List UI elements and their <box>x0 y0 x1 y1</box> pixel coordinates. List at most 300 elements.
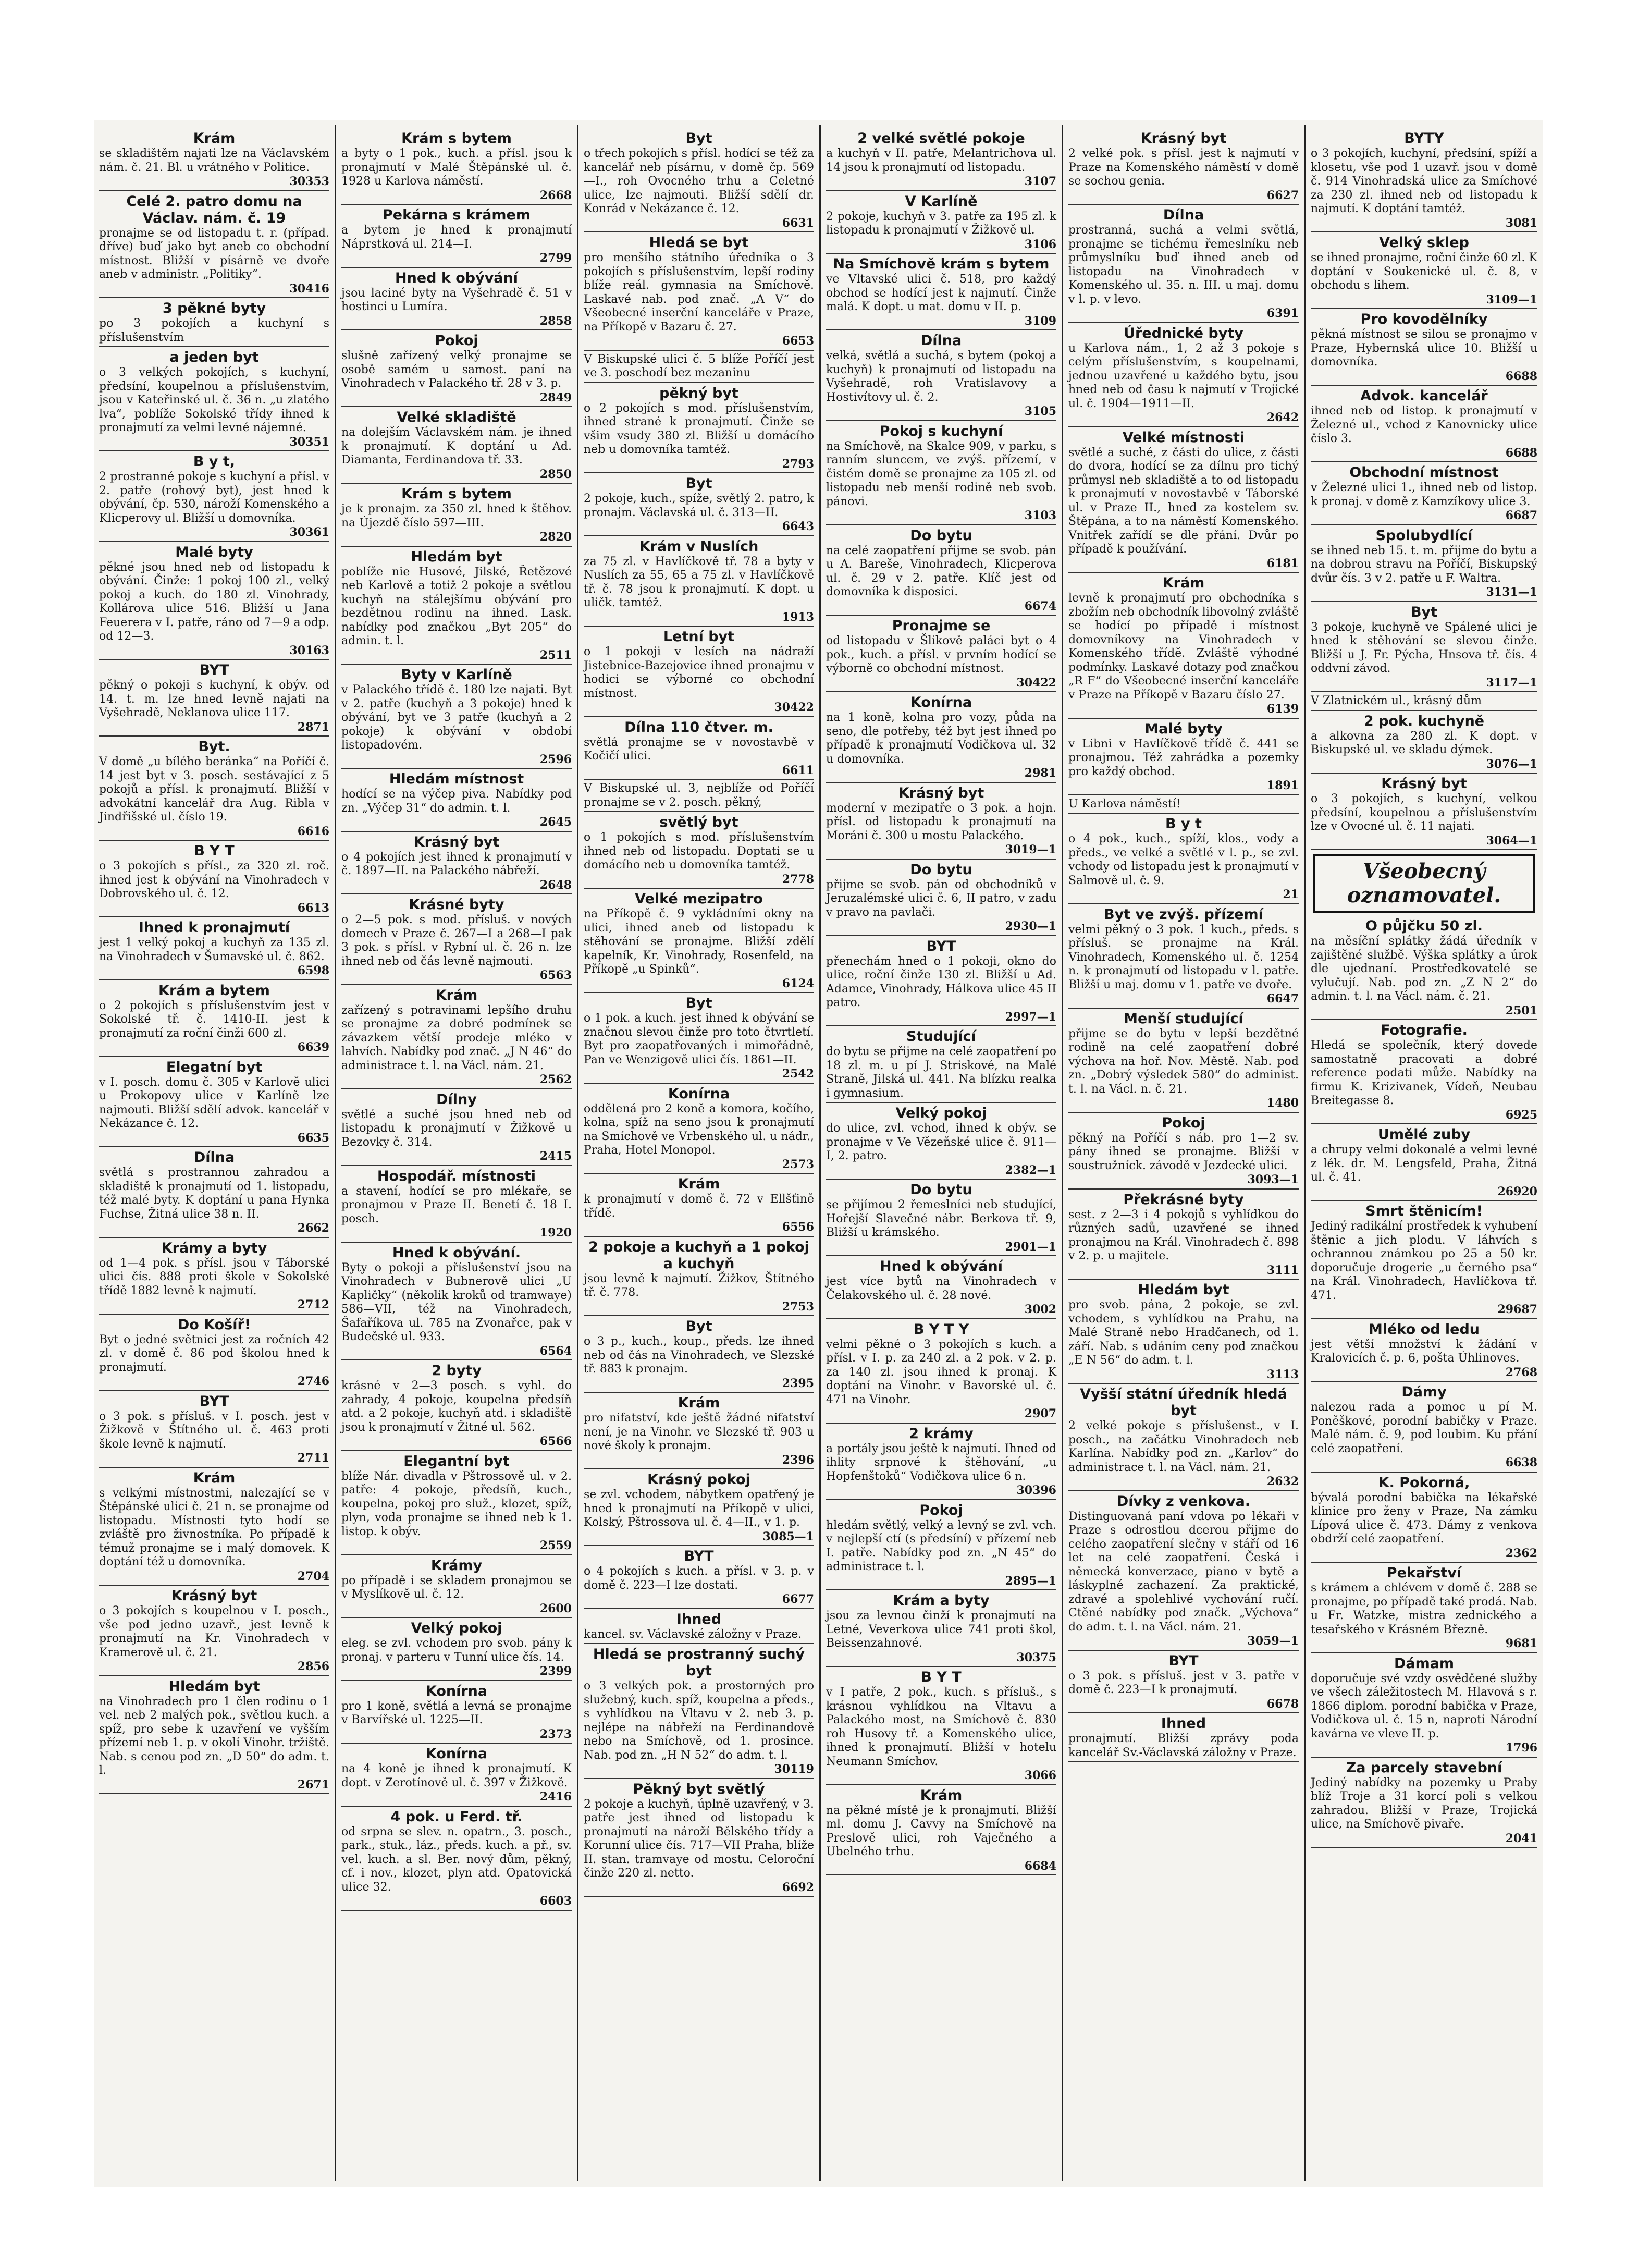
ad-text: se skladištěm najati lze na Václavském nám. č. 21. Bl. u vrátného v Politice. <box>99 147 329 174</box>
classified-ad <box>826 862 1056 936</box>
ad-heading: Smrt štěnicím! <box>1365 1203 1483 1219</box>
ad-number: 2395 <box>782 1376 814 1390</box>
ad-heading: a jeden byt <box>169 349 259 365</box>
classified-ad <box>99 1470 329 1586</box>
ad-text: a byty o 1 pok., kuch. a přísl. jsou k pronajmutí v Malé Štěpánské ul. č. 1928 u Karlova náměstí. <box>341 147 572 188</box>
ad-number: 3093—1 <box>1247 1173 1299 1186</box>
ad-text: V Zlatnickém ul., krásný dům <box>1311 694 1482 707</box>
classified-ad <box>1068 1493 1299 1651</box>
classified-ad <box>99 544 329 660</box>
ad-heading: Velké místnosti <box>1122 429 1245 446</box>
classified-ad <box>1311 1475 1537 1563</box>
classified-ad <box>584 1086 814 1174</box>
ad-text: o 3 pok. s přísluš. v I. posch. jest v Žižkově v Štítného ul. č. 463 proti škole levně k najmutí. <box>99 1409 329 1451</box>
ad-text: na měsíční splátky žádá úředník v zajištěné službě. Výška splátky a úrok dle ujednaní. Prostředkovatelé se vylučují. Nab. pod zn. „Z N 2“ do admin. t. l. na Václ. nám. č. 21. <box>1311 935 1537 1003</box>
ad-heading: Krám <box>678 1176 720 1192</box>
ad-text: o 3 pokojích, s kuchyní, velkou předsíní, koupelnou a příslušenstvím lze v Ovocné ul. č. 11 najati. <box>1311 792 1537 833</box>
ad-number: 30375 <box>1016 1650 1056 1664</box>
ad-heading: Dílna <box>920 333 962 349</box>
ad-heading: Pronajme se <box>892 618 991 634</box>
ad-heading: 2 krámy <box>909 1425 974 1442</box>
classified-ad <box>99 1393 329 1468</box>
classified-ad <box>341 897 572 985</box>
ad-heading: 2 byty <box>432 1363 482 1379</box>
ad-number: 2668 <box>539 188 572 202</box>
classified-ad <box>1311 311 1537 386</box>
ad-heading: Krám <box>1162 575 1205 591</box>
ad-heading: Velké skladiště <box>397 409 516 425</box>
ad-text: přijme se svob. pán od obchodníků v Jeruzalémské ulici č. 6, II patro, v zadu v pravo na pavlači. <box>826 878 1056 919</box>
ad-text: v Libni v Havlíčkově třídě č. 441 se pronajmou. Též zahrádka a pozemky pro každý obchod. <box>1068 737 1299 778</box>
ad-number: 30422 <box>774 701 814 714</box>
ad-heading: Do bytu <box>910 1182 972 1198</box>
classified-ad <box>1311 694 1537 711</box>
ad-text: se zvl. vchodem, nábytkem opatřený je hned k pronajmutí na Příkopě v ulici, Kolský, Pštrossova ul. č. 4—II., v 1. p. <box>584 1488 814 1529</box>
ad-heading: Krásný byt <box>171 1588 257 1604</box>
column-2 <box>336 130 577 2181</box>
ad-number: 6638 <box>1505 1456 1537 1469</box>
ad-number: 6139 <box>1266 702 1299 716</box>
ad-text: o 3 p., kuch., koup., předs. lze ihned neb od čás na Vinohradech, ve Slezské tř. 883 k pronajm. <box>584 1335 814 1376</box>
ad-heading: 2 pok. kuchyně <box>1363 713 1485 729</box>
ad-heading: Dílna 110 čtver. m. <box>624 719 773 735</box>
ad-number: 2542 <box>782 1067 814 1081</box>
classified-ad <box>1311 130 1537 232</box>
ad-heading: Byt <box>685 130 712 146</box>
ad-number: 3117—1 <box>1486 676 1537 690</box>
ad-text: jest více bytů na Vinohradech v Čelakovského ul. č. 28 nové. <box>826 1275 1056 1302</box>
ad-number: 6563 <box>539 969 572 982</box>
ad-heading: Hospodář. místnosti <box>377 1168 536 1184</box>
classified-ad <box>584 1318 814 1393</box>
ad-text: na Příkopě č. 9 vykládními okny na ulici, ihned aneb od listopadu k stěhování se pronajme. Bližší zdělí kapelník, Kr. Vinohrady, Rosenfeld, na Příkopě „u Spinků“. <box>584 908 814 976</box>
ad-heading: Krám <box>920 1787 963 1804</box>
classified-ad <box>1311 1384 1537 1473</box>
ad-number: 3113 <box>1266 1367 1299 1381</box>
ad-text: světlá pronajme se v novostavbě v Kočičí ulici. <box>584 735 814 763</box>
ad-text: velmi pěkné o 3 pokojích s kuch. a přísl. v I. p. za 240 zl. a 2 pok. v 2. p. za 140 zl. jsou ihned k pronaj. K doptání na Vinohr. v Bavorské ul. č. 471 na Vinohr. <box>826 1338 1056 1406</box>
classified-ad <box>99 662 329 737</box>
ad-heading: Za parcely stavební <box>1346 1759 1502 1776</box>
classified-ad <box>341 1453 572 1555</box>
ad-number: 29687 <box>1497 1303 1537 1316</box>
ad-text: světlé a suché, z části do ulice, z části do dvora, hodící se za dílnu pro tichý průmysl neb skladiště a to od listopadu k pronajmutí v novostavbě v Táborské ul. v Praze II., hned za kostelem sv. Štěpána, a to na náměstí Komenského. Vnitřek zařídí se dle přání. Dvůr po případě k používání. <box>1068 446 1299 556</box>
ad-heading: Krám v Nuslích <box>639 538 759 555</box>
ad-number: 2704 <box>297 1569 329 1583</box>
ad-heading: Do Košíř! <box>177 1316 251 1333</box>
ad-heading: Vyšší státní úředník hledá byt <box>1080 1386 1287 1419</box>
ad-number: 2799 <box>539 251 572 265</box>
ad-heading: Krásný byt <box>1140 130 1227 146</box>
ad-number: 30396 <box>1016 1484 1056 1497</box>
classified-ad <box>99 843 329 917</box>
ad-heading: Krám a byty <box>893 1592 990 1609</box>
classified-ad <box>1311 235 1537 309</box>
ad-number: 6688 <box>1505 446 1537 460</box>
ad-heading: K. Pokorná, <box>1378 1474 1470 1491</box>
ad-number: 2041 <box>1505 1831 1537 1845</box>
ad-text: a bytem je hned k pronajmutí Náprstková ul. 214—I. <box>341 224 572 251</box>
ad-heading: Krám <box>678 1395 720 1411</box>
ad-heading: BYT <box>199 662 229 678</box>
ad-heading: Krámy a byty <box>161 1240 267 1256</box>
ad-heading: Velké mezipatro <box>635 891 763 907</box>
ad-heading: Do bytu <box>910 861 972 878</box>
ad-text: o 4 pok., kuch., spíží, klos., vody a předs., ve velké a světlé v l. p., se zvl. vchody od listopadu jest k pronajmutí v Salmově ul. č. 9. <box>1068 832 1299 887</box>
ad-heading: Menší studující <box>1124 1010 1243 1027</box>
ad-number: 30353 <box>289 175 329 188</box>
ad-number: 6643 <box>782 520 814 533</box>
classified-ad <box>1068 906 1299 1009</box>
classified-ad <box>1068 1386 1299 1491</box>
ad-text: 2 pokoje, kuchyň v 3. patře za 195 zl. k listopadu k pronajmutí v Žižkově ul. <box>826 210 1056 237</box>
ad-text: jsou laciné byty na Vyšehradě č. 51 v hostinci u Lumíra. <box>341 286 572 313</box>
ad-heading: Krásný byt <box>413 833 500 850</box>
ad-text: u Karlova nám., 1, 2 až 3 pokoje s celým příslušenstvím, s koupelnami, jednou uzavřené u každého bytu, jsou hned neb od času k najmutí v Trojické ul. č. 1904—1911—II. <box>1068 341 1299 410</box>
ad-text: Jediný nabídky na pozemky u Praby blíž Troje a 31 korcí poli s velkou zahradou. Bližší v Praze, Trojická ulice, na Smíchově pivaře. <box>1311 1776 1537 1831</box>
ad-number: 3002 <box>1024 1303 1056 1316</box>
column-1 <box>94 130 335 2181</box>
ad-heading: Hledám byt <box>168 1678 260 1695</box>
ad-heading: Pokoj <box>1162 1114 1205 1131</box>
ad-number: 2712 <box>297 1298 329 1311</box>
classified-ad <box>341 1683 572 1744</box>
ad-text: slušně zařízený velký pronajme se osobě samém u samost. paní na Vinohradech v Palackého tř. 28 v 3. p. <box>341 349 572 390</box>
ad-heading: Konírna <box>910 694 972 710</box>
ad-heading: Krám a bytem <box>158 982 270 999</box>
ad-text: jest 1 velký pokoj a kuchyň za 135 zl. na Vinohradech v Šumavské ul. č. 862. <box>99 936 329 963</box>
classified-ad <box>826 130 1056 191</box>
classified-ad <box>1311 1656 1537 1758</box>
classified-ad <box>826 333 1056 421</box>
classified-ad <box>584 235 814 351</box>
ad-number: 2753 <box>782 1299 814 1314</box>
ad-text: Jediný radikální prostředek k vyhubení štěnic a jich plodu. V láhvích s ochrannou známkou po 25 a 50 kr. doporučuje drogerie „u černého psa“ na Král. Vinohradech, Havlíčkova tř. 471. <box>1311 1220 1537 1302</box>
ad-text: 2 pokoje, kuch., spíže, světlý 2. patro, k pronajm. Václavská ul. č. 313—II. <box>584 492 814 519</box>
classified-ad <box>584 130 814 232</box>
classified-ad <box>826 1321 1056 1424</box>
classified-ad <box>826 1787 1056 1876</box>
column-5 <box>1063 130 1304 2181</box>
ad-heading: Hned k obývání <box>395 269 518 286</box>
section-heading-box: Všeobecný oznamovatel. <box>1313 854 1535 913</box>
ad-number: 1480 <box>1266 1096 1299 1110</box>
classified-ad <box>99 1059 329 1148</box>
classified-ad <box>1311 918 1537 1020</box>
classified-ad <box>1311 1760 1537 1848</box>
ad-number: 6556 <box>782 1220 814 1234</box>
ad-text: se ihned neb 15. t. m. přijme do bytu a na dobrou stravu na Poříčí, Biskupský dvůr čís. 3 v 2. patře u F. Waltra. <box>1311 544 1537 585</box>
ad-number: 6598 <box>297 964 329 977</box>
classified-ad <box>1068 430 1299 573</box>
ad-heading: Hledá se prostranný suchý byt <box>593 1646 805 1679</box>
ad-number: 6124 <box>782 976 814 990</box>
ad-text: o 3 velkých pokojích, s kuchyní, předsíní, koupelnou a příslušenstvím, jsou v Kateřinské ul. č. 36 n. „u zlatého lva“, poblíže Sokolské třídy ihned k pronajmutí za velmi levné nájemné. <box>99 366 329 434</box>
ad-number: 2600 <box>539 1601 572 1615</box>
ad-text: 2 pokoje a kuchyň, úplně uzavřený, v 3. patře jest ihned od listopadu k pronajmutí na nároží Bělského třídy a Korunní ulice čís. 717—VII Praha, blíže II. stan. tramvaye od mostu. Celoroční činže 220 zl. netto. <box>584 1797 814 1880</box>
ad-number: 6687 <box>1505 509 1537 522</box>
classified-ad <box>99 1240 329 1315</box>
ad-number: 2373 <box>539 1727 572 1741</box>
ad-heading: Obchodní místnost <box>1349 464 1499 481</box>
classified-ad <box>341 1809 572 1911</box>
classified-ad <box>341 1558 572 1619</box>
classified-ad <box>341 1245 572 1361</box>
ad-number: 3066 <box>1024 1769 1056 1782</box>
ad-number: 6627 <box>1266 188 1299 202</box>
ad-number: 6391 <box>1266 307 1299 320</box>
ad-heading: V Karlíně <box>905 193 978 210</box>
ad-heading: světlý byt <box>659 814 738 830</box>
ad-heading: Krám <box>193 130 236 146</box>
ad-number: 30416 <box>289 281 329 296</box>
ad-text: pro svob. pána, 2 pokoje, se zvl. vchodem, s vyhlídkou na Prahu, na Malé Straně nebo Hradčanech, od 1. září. Nab. s udáním ceny pod značkou „E N 56“ do adm. t. l. <box>1068 1298 1299 1367</box>
ad-text: o 2 pokojích s příslušenstvím jest v Sokolské tř. č. 1410-II. jest k pronajmutí za roční činži 600 zl. <box>99 999 329 1040</box>
ad-text: krásné v 2—3 posch. s vyhl. do zahrady, 4 pokoje, koupelna předsíň atd. a 2 pokoje, kuchyň atd. i skladiště jsou k pronajmutí v Žitné ul. 562. <box>341 1379 572 1434</box>
ad-number: 2415 <box>539 1149 572 1163</box>
ad-heading: BYTY <box>1404 130 1444 146</box>
classified-ad <box>1311 464 1537 525</box>
ad-text: na dolejším Václavském nám. je ihned k pronajmutí. K doptání u Ad. Diamanta, Ferdinandova tř. 33. <box>341 426 572 467</box>
ad-text: zařízený s potravinami lepšího druhu se pronajme za dobré podmínek se závazkem větší prodeje mléko v lahvích. Nabídky pod znač. „J N 46“ do administrace t. l. na Václ. nám. 21. <box>341 1003 572 1072</box>
ad-heading: Malé byty <box>175 544 253 560</box>
ad-number: 3107 <box>1024 175 1056 188</box>
ad-heading: Překrásné byty <box>1123 1191 1244 1208</box>
ad-text: a kuchyň v II. patře, Melantrichova ul. 14 jsou k pronajmutí od listopadu. <box>826 147 1056 174</box>
ad-text: v Palackého třídě č. 180 lze najati. Byt v 2. patře (kuchyň a 3 pokoje) hned k obývání, byt ve 3 patře (kuchyň a 2 pokoje) k obývání v období listopadovém. <box>341 683 572 752</box>
ad-text: přijme se do bytu v lepší bezdětné rodině na celé zaopatření dobré výchova na hoř. Nov. Městě. Nab. pod zn. „Dobrý výsledek 580“ do administ. t. l. na Václ. n. č. 21. <box>1068 1027 1299 1096</box>
ad-text: od srpna se slev. n. opatrn., 3. posch., park., stuk., láz., předs. kuch. a př., sv. vel. kuch. a sl. Ber. nový dům, pěkný, cf. i nov., klozet, plyn atd. Opatovická ulice 32. <box>341 1825 572 1894</box>
classified-ad <box>1068 575 1299 719</box>
classified-ad <box>99 1588 329 1676</box>
ad-text: pronajme se od listopadu t. r. (případ. dříve) buď jako byt aneb co obchodní místnost. Bližší v písárně ve dvoře aneb v administr. „Politiky“. <box>99 226 329 281</box>
ad-heading: Dílny <box>436 1091 477 1108</box>
classified-ad <box>1311 1022 1537 1124</box>
ad-text: o třech pokojích s přísl. hodící se též za kancelář neb písárnu, v domě čp. 569—I., roh Ovocného trhu a Celetné ulice, lze najmouti. Bližší sdělí dr. Konrád v Nekázance č. 12. <box>584 147 814 215</box>
ad-heading: Pekárna s krámem <box>383 207 531 223</box>
classified-ad <box>1068 1115 1299 1190</box>
ad-text: 2 velké pokoje s příslušenst., v I. posch., na začátku Vinohradech neb Karlína. Nabídky pod zn. „Karlov“ do administrace t. l. na Václ. nám. 21. <box>1068 1419 1299 1474</box>
ad-heading: BYT <box>199 1393 229 1409</box>
ad-text: jsou za levnou činží k pronajmutí na Letné, Veverkova ulice 741 proti škol, Beissenzahnové. <box>826 1609 1056 1650</box>
ad-number: 3059—1 <box>1247 1634 1299 1648</box>
classified-ad <box>341 130 572 205</box>
ad-heading: B Y T Y <box>913 1321 969 1338</box>
ad-text: velmi pěkný o 3 pok. 1 kuch., předs. s přísluš. se pronajme na Král. Vinohradech, Komenského ul. č. 1254 n. k pronajmutí od listopadu v l. patře. Bližší u maj. domu v 1. patře ve dvoře. <box>1068 923 1299 991</box>
ad-heading: Umělé zuby <box>1377 1126 1471 1143</box>
ad-number: 2511 <box>539 648 572 662</box>
ad-text: ve Vltavské ulici č. 518, pro každý obchod se hodící jest k najmutí. Činže malá. K dopt. u mat. domu v II. p. <box>826 273 1056 313</box>
classified-ad <box>1311 1203 1537 1319</box>
classified-ad <box>341 486 572 547</box>
ad-heading: Advok. kancelář <box>1360 388 1488 404</box>
ad-number: 2981 <box>1024 766 1056 780</box>
ad-text: kancel. sv. Václavské záložny v Praze. <box>584 1627 802 1641</box>
ad-heading: Dámy <box>1401 1384 1447 1400</box>
ad-text: Distinguovaná paní vdova po lékaři v Praze s odrostlou dcerou přijme do celého zaopatření slečny v stáří od 16 let na celé zaopatření. Česká i německá konverzace, piano v bytě a láskyplné zachazení. Za praktické, zdravé a spolehlivé vychování ručí. Ctěné nabídky pod značk. „Výchova“ do adm. t. l. na Václ. nám. 21. <box>1068 1510 1299 1634</box>
ad-heading: 2 pokoje a kuchyň a 1 pokoj a kuchyň <box>588 1239 809 1272</box>
classified-ad <box>1068 1653 1299 1714</box>
ad-text: sest. z 2—3 i 4 pokojů s vyhlídkou do různých sadů, uzavřené se ihned pronajmou na Král. Vinohradech č. 898 v 2. p. u majitele. <box>1068 1208 1299 1262</box>
ad-text: pěkné jsou hned neb od listopadu k obývání. Činže: 1 pokoj 100 zl., velký pokoj a kuch. do 180 zl. Vinohrady, Kollárova ulice 516. Bližší u Jana Feuerera v I. patře, ráno od 7—9 a odp. od 12—3. <box>99 560 329 643</box>
classified-ad <box>341 1092 572 1166</box>
ad-text: levně k pronajmutí pro obchodníka s zbožím neb obchodník libovolný zvláště se hodící po případě i místnost domovníkovy na Vinohradech v Komenského třídě. Zvláště výhodné podmínky. Laskavé dotazy pod značkou „R F“ do Všeobecné inserční kanceláře v Praze na Příkopě v Bazaru číslo 27. <box>1068 592 1299 702</box>
ad-number: 6688 <box>1505 369 1537 383</box>
ad-number: 2711 <box>297 1451 329 1465</box>
ad-text: o 3 velkých pok. a prostorných pro služebný, kuch. spíž, koupelna a předs., s vyhlídkou na Vltavu v 2. neb 3. p. nejlépe na nábřeží na Ferdinandově nebo na Smíchově, od 1. prosince. Nab. pod zn. „H N 52“ do adm. t. l. <box>584 1679 814 1762</box>
ad-text: o 3 pokojích s přísl., za 320 zl. roč. ihned jest k obývání na Vinohradech v Dobrovského ul. č. 12. <box>99 860 329 900</box>
classified-ad <box>1068 798 1299 814</box>
classified-ad <box>99 1317 329 1391</box>
classified-ad <box>341 1620 572 1681</box>
ad-heading: Pokoj <box>435 333 478 349</box>
classified-ad <box>826 423 1056 525</box>
ad-heading: 4 pok. u Ferd. tř. <box>390 1808 523 1825</box>
ad-number: 6677 <box>782 1592 814 1606</box>
ad-number: 2382—1 <box>1005 1163 1056 1177</box>
ad-heading: Velký pokoj <box>411 1620 502 1636</box>
classified-ad <box>1068 1192 1299 1280</box>
classified-ad <box>584 1646 814 1779</box>
ad-number: 2671 <box>297 1777 329 1792</box>
ad-heading: Krásný pokoj <box>647 1472 750 1488</box>
ad-number: 6616 <box>297 824 329 838</box>
classified-ad <box>341 667 572 769</box>
ad-number: 3131—1 <box>1486 585 1537 599</box>
ad-text: poblíže nie Husové, Jilské, Řetězové neb Karlově a totiž 2 pokoje a světlou kuchyň na stálejšímu obývání pro bezdětnou rodinu na ihned. Lask. nabídky pod značkou „Byt 205“ do admin. t. l. <box>341 565 572 647</box>
ad-heading: Pro kovodělníky <box>1360 311 1488 327</box>
classified-ad <box>1311 1126 1537 1201</box>
ad-text: a chrupy velmi dokonalé a velmi levné z lék. dr. M. Lengsfeld, Praha, Žitná ul. č. 41. <box>1311 1143 1537 1184</box>
ad-number: 6566 <box>539 1435 572 1448</box>
ad-number: 1913 <box>782 610 814 624</box>
ad-text: pěkný na Poříčí s náb. pro 1—2 sv. pány ihned se pronajme. Bližší v soustružníck. závodě v Jezdecké ulici. <box>1068 1131 1299 1172</box>
ad-text: pronajmutí. Bližší zprávy poda kancelář Sv.-Václavská záložny v Praze. <box>1068 1732 1299 1759</box>
ad-text: V domě „u bílého beránka“ na Poříčí č. 14 jest byt v 3. posch. sestávající z 5 pokojů a přísl. k pronajmutí. Bližší v advokátní kancelář dra Aug. Ribla v Jindřišské ul. číslo 19. <box>99 755 329 824</box>
ad-heading: Krámy <box>430 1557 483 1574</box>
classified-ad <box>584 1548 814 1609</box>
ad-number: 3103 <box>1024 509 1056 522</box>
classified-ad <box>1311 388 1537 462</box>
ad-heading: Na Smíchově krám s bytem <box>833 256 1050 272</box>
ad-number: 6564 <box>539 1344 572 1358</box>
ad-text: v Železné ulici 1., ihned neb od listop. k pronaj. v domě z Kamzíkovy ulice 3. <box>1311 481 1537 508</box>
classified-ad <box>584 538 814 627</box>
classified-ad <box>341 1363 572 1451</box>
ad-text: po případě i se skladem pronajmou se v Myslíkově ul. č. 12. <box>341 1574 572 1601</box>
ad-heading: B Y T <box>194 843 235 859</box>
ad-text: na celé zaopatření přijme se svob. pán u A. Bareše, Vinohradech, Klicperova ul. č. 29 v 2. patře. Klíč jest od domovníka k disposici. <box>826 544 1056 598</box>
ad-heading: Pěkný byt světlý <box>633 1781 765 1797</box>
classified-ad <box>584 629 814 717</box>
ad-number: 2501 <box>1505 1003 1537 1017</box>
classified-ad <box>1068 1282 1299 1384</box>
ad-text: o 3 pok. s přísluš. jest v 3. patře v domě č. 223—I k pronajmutí. <box>1068 1669 1299 1696</box>
ad-number: 2562 <box>539 1073 572 1086</box>
ad-text: oddělená pro 2 koně a komora, kočího, kolna, spíž na seno jsou k pronajmutí na Smíchově ve Vrbenského ul. u nádr., Praha, Hotel Monopol. <box>584 1102 814 1157</box>
ad-number: 2930—1 <box>1005 920 1056 933</box>
classified-ad <box>826 938 1056 1027</box>
classified-ad <box>1311 713 1537 774</box>
ad-text: pro menšího státního úředníka o 3 pokojích s příslušenstvím, lepší rodiny blíže reál. gymnasia na Smíchově. Laskavé nab. pod znač. „A V“ do Všeobecné inserční kanceláře v Praze, na Příkopě v Bazaru č. 27. <box>584 251 814 334</box>
classified-ad <box>341 771 572 832</box>
ad-number: 2793 <box>782 457 814 471</box>
ad-number: 6653 <box>782 334 814 348</box>
classified-ad <box>826 528 1056 616</box>
column-4 <box>821 130 1062 2181</box>
ad-text: pěkný o pokoji s kuchyní, k obýv. od 14. t. m. lze hned levně najati na Vyšehradě, Neklanova ulice 117. <box>99 679 329 719</box>
ad-number: 6684 <box>1024 1859 1056 1873</box>
ad-text: o 2—5 pok. s mod. přísluš. v nových domech v Praze č. 267—I a 268—I pak 3 pok. s přísl. v Rybní ul. č. 26 n. lze ihned neb od čás levně najmouti. <box>341 913 572 968</box>
ad-text: Byty o pokoji a příslušenství jsou na Vinohradech v Bubnerově ulici „U Kapličky“ (několik kroků od tramwaye) 586—VII, též na Vinohradech, Šafaříkova ul. 785 na Zvonařce, pak v Budečské ul. 933. <box>341 1261 572 1343</box>
classified-ad <box>1311 1565 1537 1653</box>
ad-number: 30361 <box>289 525 329 539</box>
ad-number: 6181 <box>1266 556 1299 570</box>
ad-heading: Dílna <box>193 1149 235 1166</box>
classified-ad <box>826 785 1056 860</box>
ad-number: 2399 <box>539 1664 572 1678</box>
ad-number: 6925 <box>1505 1108 1537 1122</box>
classified-ad <box>584 1239 814 1317</box>
ad-text: v I patře, 2 pok., kuch. s přísluš., s krásnou vyhlídkou na Vltavu a Palackého most, na Smíchově č. 830 roh Husovy tř. a Komenského ulice, ihned k pronajmutí. Bližší v hotelu Neumann Smíchov. <box>826 1686 1056 1768</box>
ad-number: 1891 <box>1266 779 1299 792</box>
ad-heading: Hned k obývání. <box>392 1244 521 1261</box>
ad-number: 6678 <box>1266 1697 1299 1711</box>
ad-number: 6613 <box>297 901 329 915</box>
ad-heading: Konírna <box>425 1746 488 1762</box>
ad-text: po 3 pokojích a kuchyní s příslušenstvím <box>99 317 329 344</box>
ad-text: na Smíchově, na Skalce 909, v parku, s ranním sluncem, ve zvýš. přízemí, v čistém domě se pronajme za 105 zl. od listopadu neb menší rodině neb svob. pánovi. <box>826 439 1056 508</box>
ad-text: V Biskupské ul. 3, nejblíže od Poříčí pronajme se v 2. posch. pěkný, <box>584 782 814 809</box>
ad-number: 9681 <box>1505 1637 1537 1650</box>
classified-ad <box>99 739 329 841</box>
classified-ad <box>826 1502 1056 1591</box>
classified-ad <box>826 1258 1056 1319</box>
ad-text: světlé a suché jsou hned neb od listopadu k pronajmutí v Žižkově u Bezovky č. 314. <box>341 1108 572 1149</box>
ad-number: 2858 <box>539 314 572 328</box>
ad-heading: Elegantní byt <box>403 1453 510 1469</box>
ad-number: 2596 <box>539 752 572 766</box>
ad-number: 2871 <box>297 720 329 734</box>
ad-heading: BYT <box>684 1548 714 1564</box>
classified-ad <box>99 1678 329 1795</box>
ad-text: světlá s prostrannou zahradou a skladiště k pronajmutí od 1. listopadu, též malé byty. K doptání u pana Hynka Fuchse, Žitná ulice 38 n. II. <box>99 1166 329 1221</box>
ad-text: je k pronajm. za 350 zl. hned k štěhov. na Újezdě číslo 597—III. <box>341 502 572 530</box>
classified-ad <box>584 1176 814 1237</box>
ad-number: 2662 <box>297 1221 329 1235</box>
ad-text: s krámem a chlévem v domě č. 288 se pronajme, po případě také prodá. Nab. u Fr. Watzke, mistra zednického a tesařského v Krásném Březně. <box>1311 1582 1537 1636</box>
ad-text: pěkná místnost se silou se pronajmo v Praze, Hybernská ulice 10. Bližší u domovníka. <box>1311 328 1537 369</box>
ad-text: do ulice, zvl. vchod, ihned k obýv. se pronajme v Ve Vězeňské ulice č. 911—I, 2. patro. <box>826 1122 1056 1162</box>
ad-text: pro 1 koně, světlá a levná se pronajme v Barvířské ul. 1225—II. <box>341 1699 572 1726</box>
ad-text: o 1 pokoji v lesích na nádraží Jistebnice-Bazejovice ihned pronajmu v hodici se výborné co obchodní místnost. <box>584 645 814 700</box>
classified-ad <box>1068 207 1299 323</box>
ad-number: 3019—1 <box>1005 843 1056 856</box>
classified-ad <box>341 834 572 895</box>
classified-ad <box>99 453 329 542</box>
newspaper-page <box>94 120 1543 2187</box>
ad-heading: Krám s bytem <box>401 130 512 146</box>
ad-number: 3109 <box>1024 314 1056 328</box>
ad-number: 2559 <box>539 1539 572 1552</box>
ad-text: k pronajmutí v domě č. 72 v Ellšťině třídě. <box>584 1193 814 1220</box>
ad-text: o 1 pok. a kuch. jest ihned k obývání se značnou slevou činže pro toto čtvrtletí. Byt pro zaopatřovaných i mimořádně, Pan ve Wenzigově ulici čís. 1861—II. <box>584 1012 814 1066</box>
ad-text: 3 pokoje, kuchyně ve Spálené ulici je hned k stěhování se slevou činže. Bližší u J. Fr. Pýcha, Hnsova tř. čís. 4 oddvní závod. <box>1311 620 1537 675</box>
ad-heading: Krásný byt <box>1381 776 1467 792</box>
ad-number: 3109—1 <box>1486 292 1537 307</box>
ad-number: 2850 <box>539 467 572 481</box>
ad-text: pro nifatství, kde ještě žádné nifatství není, je na Vinohr. ve Slezské tř. 903 u nové školy k pronajm. <box>584 1412 814 1452</box>
